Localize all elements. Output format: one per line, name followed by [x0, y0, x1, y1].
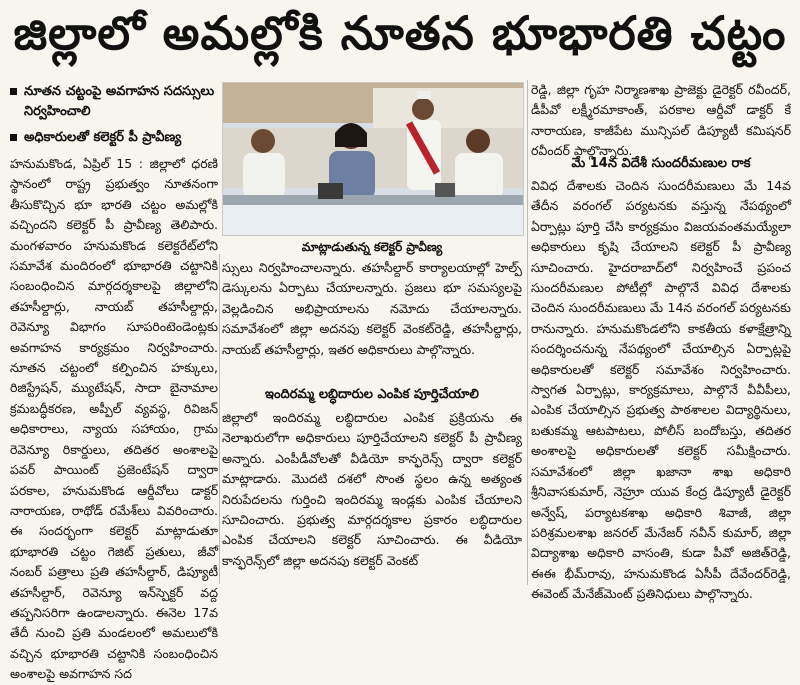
article-body: స్సులు నిర్వహించాలన్నారు. తహసీల్దార్ కార్యాలయాల్లో హెల్ప్ డెస్కులను ఏర్పాటు చేయాలన్నారు. ప్రజలు భూ సమస్యలపై వెల్లడించిన అభిప్రాయాలను నమోదు చేయాలన్నారు. సమావేశంలో జిల్లా అదనపు కలెక్టర్ వెంకట్‌రెడ్డి, తహసీల్దార్లు, నాయబ్ తహసీల్దార్లు, ఇతర అధికారులు పాల్గొన్నారు. — [222, 260, 522, 357]
column-2-bottom — [222, 408, 522, 586]
column-2-top — [222, 258, 522, 383]
bullet-list — [10, 82, 220, 154]
headline: జిల్లాలో అమల్లోకి నూతన భూభారతి చట్టం — [13, 6, 787, 60]
column-3-top — [531, 80, 791, 164]
article-body: వివిధ దేశాలకు చెందిన సుందరీమణులు మే 14వ తేదీన వరంగల్ పర్యటనకు వస్తున్న నేపథ్యంలో ఏర్పాట్లు పూర్తి చేసి కార్యక్రమం విజయవంతమయ్యేలా అధికారులు కృషి చేయాలని కలెక్టర్ పీ ప్రావీణ్య సూచించారు. హైదరాబాద్‌లో నిర్వహించే ప్రపంచ సుందరీమణుల పోటీల్లో పాల్గొనే వివిధ దేశాలకు చెందిన సుందరీమణులు మే 14న వరంగల్ పర్యటనకు రానున్నారు. హనుమకొండలోని కాకతీయ కళాక్షేత్రాన్ని సందర్శించనున్న నేపథ్యంలో చేయాల్సిన ఏర్పాట్లపై అధికారులతో కలెక్టర్ సమావేశం నిర్వహించారు. స్వాగత ఏర్పాట్లు, కార్యక్రమాలు, పాల్గొనే వీవీపీలు, ఎంపిక చేయాల్సిన ప్రభుత్వ పాఠశాలల విద్యార్థినులు, బతుకమ్మ ఆటపాటలు, పోలీస్ బందోబస్తు, తదితర అంశాలపై అధికారులతో కలెక్టర్ సమీక్షించారు. సమావేశంలో జిల్లా ఖజానా శాఖ అధికారి శ్రీనివాసకుమార్, నెహ్రూ యువ కేంద్ర డిప్యూటీ డైరెక్టర్ అన్వేష్, పర్యాటకశాఖ అధికారి శివాజీ, జిల్లా పరిశ్రమలశాఖ జనరల్ మేనేజర్ నవీన్ కుమార్, జిల్లా విద్యాశాఖ అధికారి వాసంతి, కుడా పీవో అజిత్‌రెడ్డి, ఈఈ భీమ్‌రావు, హనుమకొండ ఏసీపీ దేవేందర్‌రెడ్డి, ఈవెంట్ మేనేజ్‌మెంట్ ప్రతినిధులు పాల్గొన్నారు. — [531, 178, 791, 602]
bullet-item: అధికారులతో కలెక్టర్ పీ ప్రావీణ్య — [10, 128, 220, 148]
column-divider — [527, 80, 528, 585]
article-body: హనుమకొండ, ఏప్రిల్ 15 : జిల్లాలో ధరణి స్థానంలో రాష్ట్ర ప్రభుత్వం నూతనంగా తీసుకొచ్చిన భూ భారతి చట్టం అమల్లోకి వచ్చిందని కలెక్టర్ పీ ప్రావీణ్య తెలిపారు. మంగళవారం హనుమకొండ కలెక్టరేట్‌లోని సమావేశ మందిరంలో భూభారతి చట్టానికి సంబంధించిన మార్గదర్శకాలపై జిల్లాలోని తహసీల్దార్లు, నాయబ్ తహసీల్దార్లు, రెవెన్యూ విభాగం సూపరింటెండెంట్లకు అవగాహన కార్యక్రమం నిర్వహించారు. నూతన చట్టంలో కల్పించిన హక్కులు, రిజిస్ట్రేషన్, మ్యుటేషన్, సాదా బైనామాల క్రమబద్ధీకరణ, అప్పీల్ వ్యవస్థ, రివిజన్ అధికారాలు, న్యాయ సహాయం, గ్రామ రెవెన్యూ రికార్డులు, తదితర అంశాలపై పవర్ పాయింట్ ప్రజెంటేషన్ ద్వారా పరకాల, హనుమకొండ ఆర్డీవోలు డాక్టర్ నారాయణ, రాథోడ్ రమేశ్‌లు వివరించారు. ఈ సందర్భంగా కలెక్టర్ మాట్లాడుతూ భూభారతి చట్టం గెజిట్ ప్రతులు, జీవో నంబర్ పత్రాలు ప్రతి తహసీల్దార్, డిప్యూటీ తహసీల్దార్, రెవెన్యూ ఇన్‌స్పెక్టర్ వద్ద తప్పనిసరిగా ఉండాలన్నారు. ఈనెల 17వ తేదీ నుంచి ప్రతి మండలంలో అమలులోకి వచ్చిన భూభారతి చట్టానికి సంబంధించిన అంశాలపై అవగాహన సద — [10, 156, 218, 682]
photo-caption: మాట్లాడుతున్న కలెక్టర్ ప్రావీణ్య — [301, 240, 443, 254]
article-body: జిల్లాలో ఇందిరమ్మ లబ్ధిదారుల ఎంపిక ప్రక్రియను ఈ నెలాఖరులోగా అధికారులు పూర్తిచేయాలని కలెక్టర్ పీ ప్రావీణ్య అన్నారు. ఎంపీడీవోలతో వీడియో కాన్ఫరెన్స్ ద్వారా కలెక్టర్ మాట్లాడారు. మొదటి దశలో సొంత స్థలం ఉన్న అత్యంత నిరుపేదలను గుర్తించి ఇందిరమ్మ ఇండ్లకు ఎంపిక చేయాలని సూచించారు. ప్రభుత్వ మార్గదర్శకాల ప్రకారం లబ్ధిదారుల ఎంపిక చేయాలని కలెక్టర్ సూచించారు. ఈ వీడియో కాన్ఫరెన్స్‌లో జిల్లా అదనపు కలెక్టర్ వెంకట్ — [222, 410, 522, 568]
section-subhead: మే 14న విదేశీ సుందరీమణుల రాక — [571, 156, 751, 171]
meeting-photo-illustration — [223, 83, 523, 235]
bullet-item: నూతన చట్టంపై అవగాహన సదస్సులు నిర్వహించాలి — [10, 82, 220, 122]
article-body: రెడ్డి, జిల్లా గృహ నిర్మాణశాఖ ప్రాజెక్టు డైరెక్టర్ రవీందర్, డీపీవో లక్ష్మీరమాకాంత్, పరకాల ఆర్డీవో డాక్టర్ కే నారాయణ, కాజీపేట మున్సిపల్ డిప్యూటీ కమిషనర్ రవీందర్ పాల్గొన్నారు. — [531, 82, 791, 159]
section-subhead: ఇందిరమ్మ లబ్ధిదారుల ఎంపిక పూర్తిచేయాలి — [265, 387, 479, 402]
column-1 — [10, 154, 218, 682]
column-3-bottom — [531, 176, 791, 602]
meeting-photo — [222, 82, 524, 236]
column-divider — [219, 254, 220, 584]
